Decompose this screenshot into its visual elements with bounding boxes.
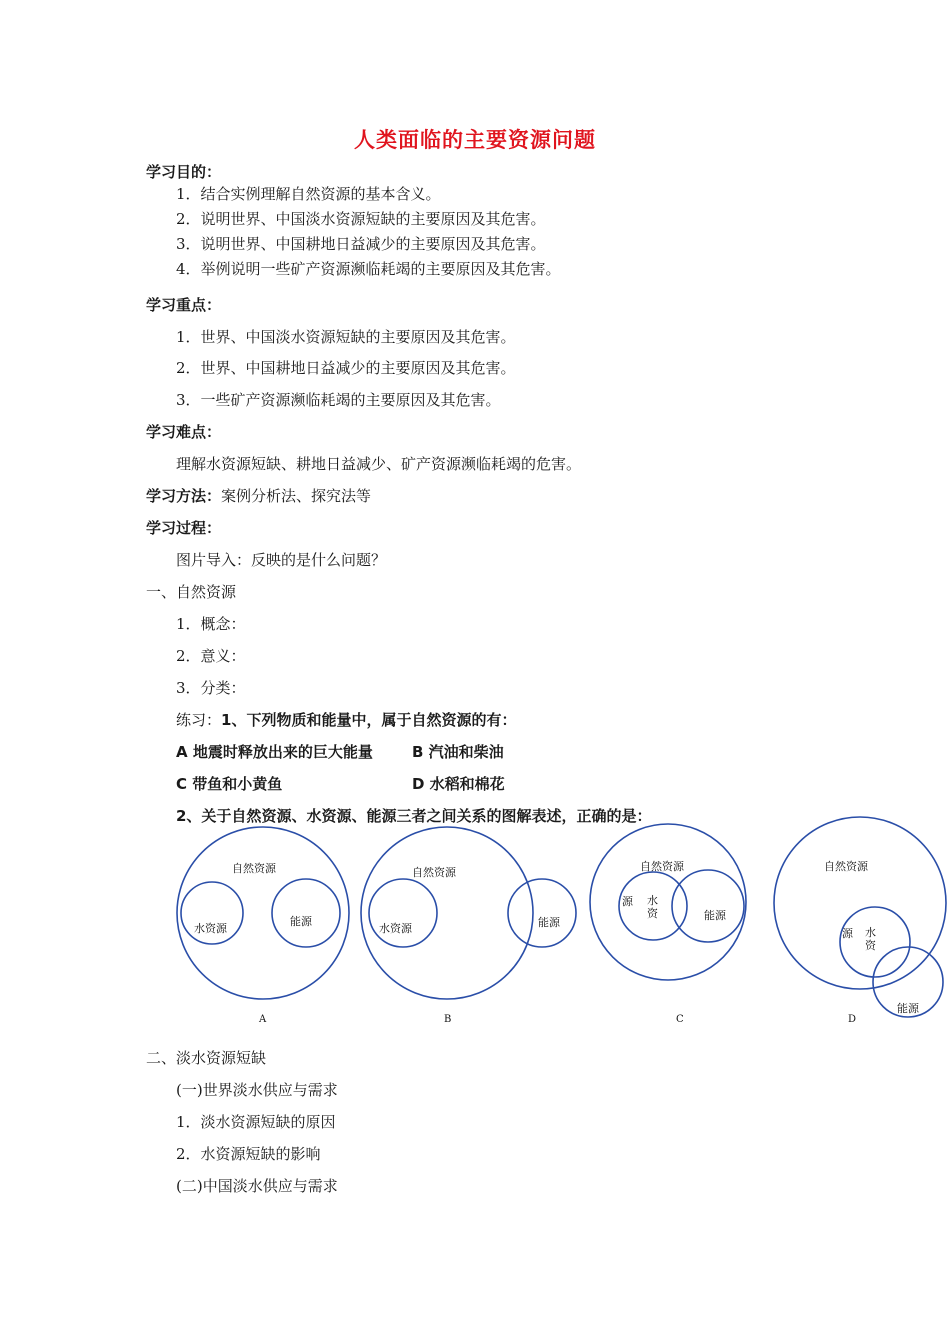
- section1-item: 2．意义：: [176, 647, 246, 665]
- option-b: B 汽油和柴油: [412, 743, 504, 761]
- objectives-heading: 学习目的：: [146, 163, 222, 181]
- section1-item: 3．分类：: [176, 679, 246, 697]
- objective-item: 4．举例说明一些矿产资源濒临耗竭的主要原因及其危害。: [176, 260, 561, 278]
- label-yuan: 源: [842, 927, 853, 940]
- label-water-resource: 水资源: [379, 922, 412, 935]
- label-zi: 资: [647, 907, 658, 920]
- label-shui: 水: [865, 926, 876, 939]
- label-zi: 资: [865, 939, 876, 952]
- label-natural-resource: 自然资源: [824, 860, 868, 873]
- label-water-resource: 水资源: [194, 922, 227, 935]
- label-natural-resource: 自然资源: [412, 866, 456, 879]
- option-d: D 水稻和棉花: [412, 775, 505, 793]
- document-title: 人类面临的主要资源问题: [354, 128, 596, 152]
- label-natural-resource: 自然资源: [232, 862, 276, 875]
- energy-circle: [672, 870, 744, 942]
- label-energy: 能源: [538, 916, 560, 929]
- label-energy: 能源: [897, 1002, 919, 1015]
- key-point-item: 2．世界、中国耕地日益减少的主要原因及其危害。: [176, 359, 516, 377]
- energy-circle: [272, 879, 340, 947]
- label-shui: 水: [647, 894, 658, 907]
- label-energy: 能源: [290, 915, 312, 928]
- section2-item: 1．淡水资源短缺的原因: [176, 1113, 336, 1131]
- water-resource-circle: [369, 879, 437, 947]
- key-point-item: 3．一些矿产资源濒临耗竭的主要原因及其危害。: [176, 391, 501, 409]
- objective-item: 2．说明世界、中国淡水资源短缺的主要原因及其危害。: [176, 210, 546, 228]
- objective-item: 3．说明世界、中国耕地日益减少的主要原因及其危害。: [176, 235, 546, 253]
- caption-c: C: [676, 1014, 684, 1025]
- caption-d: D: [848, 1014, 857, 1025]
- question-1: 1、下列物质和能量中，属于自然资源的有：: [221, 711, 517, 729]
- caption-b: B: [444, 1014, 452, 1025]
- process-intro: 图片导入：反映的是什么问题？: [176, 551, 387, 569]
- caption-a: A: [259, 1014, 267, 1025]
- section2-item: 2．水资源短缺的影响: [176, 1145, 321, 1163]
- key-point-item: 1．世界、中国淡水资源短缺的主要原因及其危害。: [176, 328, 516, 346]
- diagram-a: [177, 827, 349, 1025]
- difficulties-text: 理解水资源短缺、耕地日益减少、矿产资源濒临耗竭的危害。: [176, 455, 582, 473]
- key-points-heading: 学习重点：: [146, 296, 222, 314]
- diagram-c: [590, 824, 746, 1025]
- question-2: 2、关于自然资源、水资源、能源三者之间关系的图解表述，正确的是：: [176, 807, 652, 825]
- natural-resource-circle: [177, 827, 349, 999]
- section2-item: (一)世界淡水供应与需求: [176, 1081, 338, 1099]
- label-natural-resource: 自然资源: [640, 860, 684, 873]
- section2-item: (二)中国淡水供应与需求: [176, 1177, 338, 1195]
- section2-heading: 二、淡水资源短缺: [146, 1049, 267, 1067]
- objective-item: 1．结合实例理解自然资源的基本含义。: [176, 185, 441, 203]
- diagram-d: [774, 817, 946, 1025]
- natural-resource-circle: [590, 824, 746, 980]
- methods-text: 案例分析法、探究法等: [221, 487, 372, 505]
- difficulties-heading: 学习难点：: [146, 423, 222, 441]
- option-c: C 带鱼和小黄鱼: [176, 775, 283, 793]
- exercise-prefix: 练习：: [176, 711, 222, 729]
- section1-item: 1．概念：: [176, 615, 246, 633]
- option-a: A 地震时释放出来的巨大能量: [176, 743, 373, 761]
- process-heading: 学习过程：: [146, 519, 222, 537]
- natural-resource-circle: [774, 817, 946, 989]
- label-energy: 能源: [704, 909, 726, 922]
- energy-circle: [508, 879, 576, 947]
- methods-heading: 学习方法：: [146, 487, 222, 505]
- diagram-b: [361, 827, 576, 1025]
- label-yuan: 源: [622, 895, 633, 908]
- section1-heading: 一、自然资源: [146, 583, 237, 601]
